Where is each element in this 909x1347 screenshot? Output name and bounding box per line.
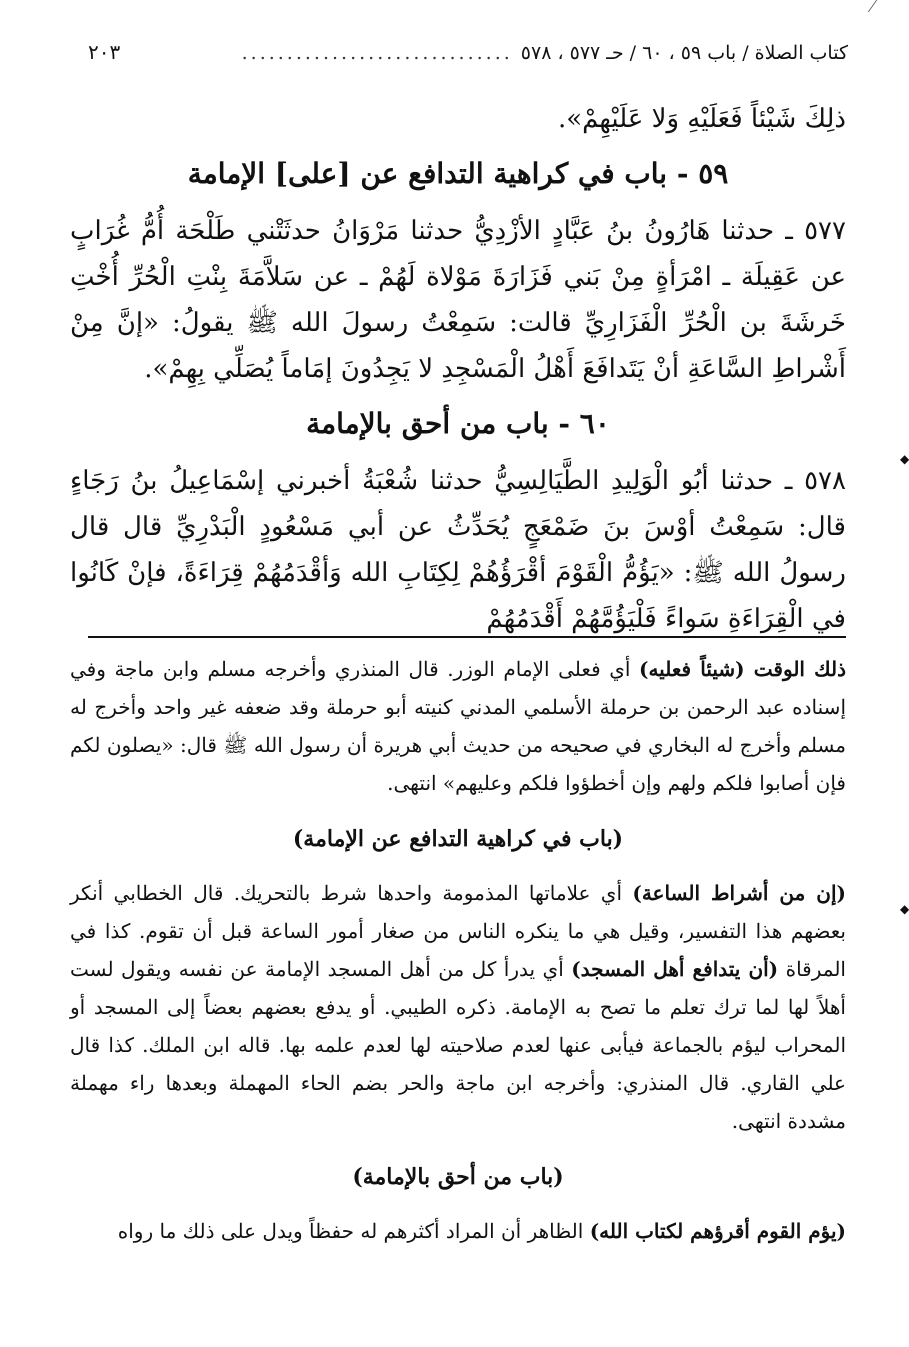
hadith-578: ٥٧٨ ـ حدثنا أبُو الْوَلِيدِ الطَّيَالِسِيُّ حدثنا شُعْبَةُ أخبرني إسْمَاعِيلُ بنُ رَجَاءٍ قال: سَمِعْتُ أوْسَ بنَ ضَمْعَجٍ يُحَدِّثُ عن أبي مَسْعُودٍ الْبَدْرِيِّ قال قال رسولُ الله ﷺ: «يَؤُمُّ الْقَوْمَ أقْرَؤُهُمْ لِكِتَابِ الله وَأقْدَمُهُمْ قِرَاءَةً، فإنْ كَانُوا في الْقِرَاءَةِ سَواءً فَلْيَؤُمَّهُمْ أَقْدَمُهُمْ (70, 466, 846, 634)
chapter-60-title: من أحق بالإمامة (306, 407, 497, 440)
chapter-59-bab: باب (624, 157, 668, 190)
note-2 (70, 874, 846, 1140)
note-1-text: أي فعلى الإمام الوزر. قال المنذري وأخرجه مسلم وابن ماجة وفي إسناده عبد الرحمن بن حرملة الأسلمي المدني كنيته أبو حرملة وقد ضعفه غير واحد وأخرج له مسلم وأخرج له البخاري في صحيحه من حديث أبي هريرة أن رسول الله ﷺ قال: «يصلون لكم فإن أصابوا فلكم ولهم وإن أخطؤوا فلكم وعليهم» انتهى. (70, 657, 846, 795)
chapter-60-bab: باب (505, 407, 549, 440)
footnote-divider (88, 636, 846, 638)
note-1 (70, 650, 846, 802)
margin-dot-mark: ◆ (900, 902, 909, 916)
continuation-line: ذلِكَ شَيْئاً فَعَلَيْهِ وَلا عَلَيْهِمْ». (557, 104, 846, 134)
margin-dot-mark: ◆ (900, 452, 909, 466)
header-dot-leader: .............................. (241, 42, 513, 64)
main-text-block (70, 96, 846, 642)
hadith-577: ٥٧٧ ـ حدثنا هَارُونُ بنُ عَبَّادٍ الأزْدِيُّ حدثنا مَرْوَانُ حدثَتْني طَلْحَة أُمُّ غُرَابٍ عن عَقِيلَة ـ امْرَأةٍ مِنْ بَني فَزَارَةَ مَوْلاة لَهُمْ ـ عن سَلاَّمَةَ بِنْتِ الْحُرِّ أُخْتِ خَرشَةَ بن الْحُرِّ الْفَزَارِيِّ قالت: سَمِعْتُ رسولَ الله ﷺ يقولُ: «إنَّ مِنْ أَشْراطِ السَّاعَةِ أنْ يَتَدافَعَ أَهْلُ الْمَسْجِدِ لا يَجِدُونَ إمَاماً يُصَلِّي بِهِمْ». (70, 216, 846, 384)
note-2-lemma: (إن من أشراط الساعة) (632, 881, 846, 905)
chapter-59-title: في كراهية التدافع عن [على] الإمامة (187, 157, 615, 190)
note-2-text: أي علاماتها المذمومة واحدها شرط بالتحريك. قال الخطابي أنكر بعضهم هذا التفسير، وقيل هي ما ينكره الناس من صغار أمور الساعة قبل أن تقوم. كذا في المرقاة (70, 881, 846, 981)
note-3 (70, 1212, 846, 1250)
chapter-60-number: ٦٠ - (558, 407, 610, 440)
note-1-lemma: ذلك الوقت (شيئاً فعليه) (639, 657, 846, 681)
running-header (88, 40, 848, 64)
corner-scan-mark (868, 0, 901, 12)
note-3-lemma: (يؤم القوم أقرؤهم لكتاب الله) (589, 1219, 846, 1243)
chapter-60-heading (70, 402, 846, 446)
commentary-block (70, 650, 846, 1250)
chapter-59-heading (70, 152, 846, 196)
note-heading-60: (باب من أحق بالإمامة) (352, 1164, 564, 1190)
note-2-lemma-2: (أن يتدافع أهل المسجد) (571, 957, 779, 981)
header-title: كتاب الصلاة / باب ٥٩ ، ٦٠ / حـ ٥٧٧ ، ٥٧٨ (520, 42, 848, 64)
page-number: ٢٠٣ (88, 40, 121, 64)
note-3-text: الظاهر أن المراد أكثرهم له حفظاً ويدل على ذلك ما رواه (117, 1219, 590, 1243)
note-heading-59: (باب في كراهية التدافع عن الإمامة) (292, 826, 624, 852)
chapter-59-number: ٥٩ - (676, 157, 729, 190)
note-2-text-2: أي يدرأ كل من أهل المسجد الإمامة عن نفسه ويقول لست أهلاً لها لما ترك تعلم ما تصح به الإمامة. ذكره الطيبي. أو يدفع بعضهم بعضاً إلى المسجد أو المحراب ليؤم بالجماعة فيأبى عنها لعدم صلاحيته لها لعدم علمه بها. قاله ابن الملك. كذا قال علي القاري. قال المنذري: وأخرجه ابن ماجة والحر بضم الحاء المهملة وبعدها راء مهملة مشددة انتهى. (70, 957, 847, 1133)
